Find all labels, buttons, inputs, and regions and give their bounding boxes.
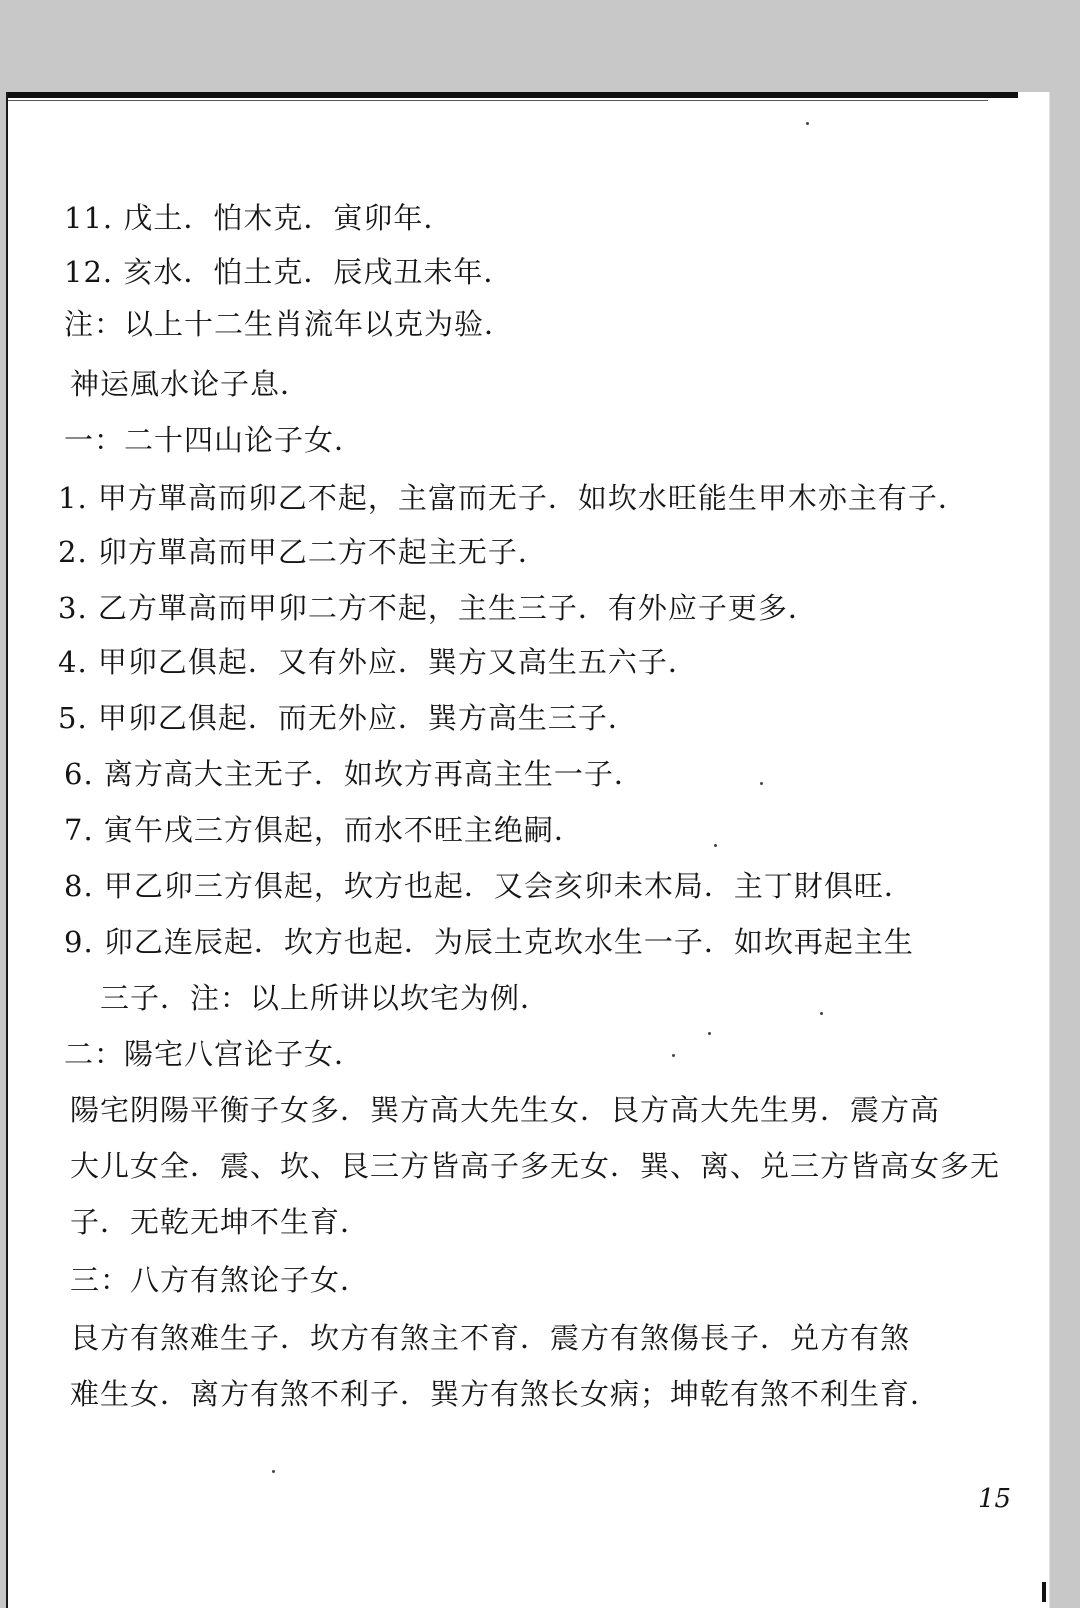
text-line: 子．无乾无坤不生育． — [70, 1205, 371, 1239]
text-line: 注：以上十二生肖流年以克为验． — [64, 307, 515, 341]
scan-speck — [714, 844, 717, 847]
section-heading: 三：八方有煞论子女． — [70, 1263, 371, 1297]
text-line: 4. 甲卯乙俱起．又有外应．巽方又高生五六子． — [58, 645, 698, 679]
text-line: 12. 亥水．怕土克．辰戌丑未年． — [64, 255, 514, 289]
text-line: 5. 甲卯乙俱起．而无外应．巽方高生三子． — [58, 701, 638, 735]
scan-speck — [708, 1032, 711, 1035]
text-line: 3. 乙方單高而甲卯二方不起，主生三子．有外应子更多． — [58, 591, 818, 625]
scan-speck — [760, 782, 763, 785]
section-heading: 一：二十四山论子女． — [64, 423, 365, 457]
scan-edge-mark — [1042, 1582, 1046, 1602]
text-line: 7. 寅午戌三方俱起，而水不旺主绝嗣． — [64, 813, 584, 847]
page-number: 15 — [978, 1484, 1012, 1514]
text-line: 11. 戊土．怕木克．寅卯年． — [64, 201, 454, 235]
text-line: 2. 卯方單高而甲乙二方不起主无子． — [58, 535, 548, 569]
section-heading: 神运風水论子息． — [70, 367, 311, 401]
scan-speck — [820, 1012, 823, 1015]
section-heading: 二：陽宅八宫论子女． — [64, 1037, 365, 1071]
scan-speck — [672, 1054, 675, 1057]
handwritten-text-block — [8, 92, 1052, 1608]
scan-speck — [806, 122, 809, 125]
text-line: 大儿女全．震、坎、艮三方皆高子多无女．巽、离、兑三方皆高女多无 — [70, 1149, 1001, 1183]
text-line: 陽宅阴陽平衡子女多．巽方高大先生女．艮方高大先生男．震方高 — [70, 1093, 941, 1127]
text-line: 艮方有煞难生子．坎方有煞主不育．震方有煞傷長子．兑方有煞 — [70, 1321, 911, 1355]
text-line: 6. 离方高大主无子．如坎方再高主生一子． — [64, 757, 644, 791]
scanned-page — [6, 92, 1050, 1608]
scan-speck — [272, 1470, 275, 1473]
text-line: 三子．注：以上所讲以坎宅为例． — [100, 981, 551, 1015]
text-line: 8. 甲乙卯三方俱起，坎方也起．又会亥卯未木局．主丁財俱旺． — [64, 869, 914, 903]
text-line: 1. 甲方單高而卯乙不起，主富而无子．如坎水旺能生甲木亦主有子． — [58, 481, 968, 515]
text-line: 9. 卯乙连辰起．坎方也起．为辰土克坎水生一子．如坎再起主生 — [64, 925, 914, 959]
text-line: 难生女．离方有煞不利子．巽方有煞长女病；坤乾有煞不利生育． — [70, 1377, 941, 1411]
